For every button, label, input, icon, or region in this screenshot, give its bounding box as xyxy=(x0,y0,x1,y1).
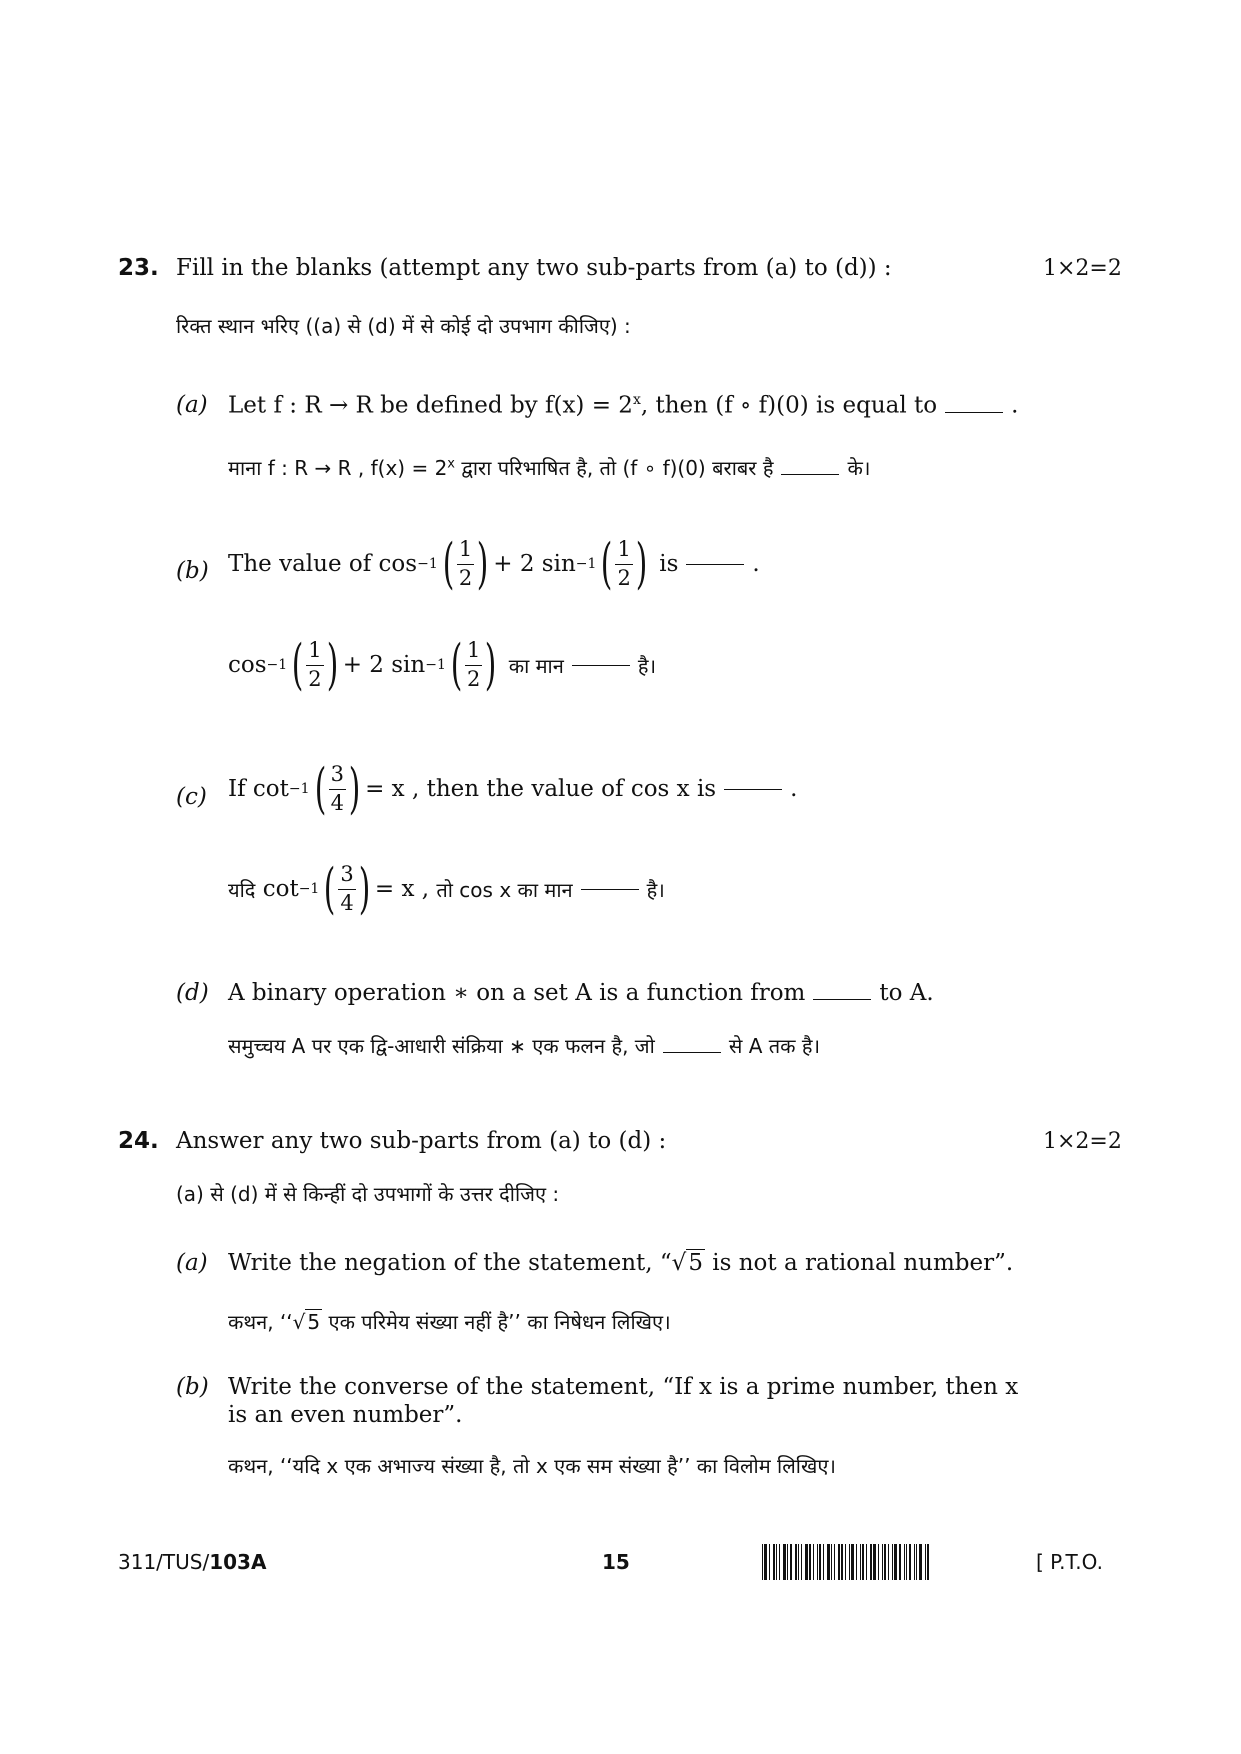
paper-code-suffix: 103A xyxy=(209,1550,267,1574)
page-number: 15 xyxy=(602,1550,630,1574)
text-segment: is xyxy=(659,551,679,577)
answer-blank xyxy=(724,788,782,790)
barcode-bar xyxy=(878,1544,879,1580)
answer-blank xyxy=(781,473,839,475)
subpart-label: (d) xyxy=(176,980,209,1006)
text-segment: A binary operation ∗ on a set A is a function from xyxy=(228,980,806,1006)
barcode-bar xyxy=(892,1544,893,1580)
text-segment: Let f : R → R be defined by f(x) = 2 xyxy=(228,392,633,419)
text-segment: समुच्चय A पर एक द्वि-आधारी संक्रिया ∗ एक फलन है, जो xyxy=(228,1034,655,1058)
exponent: x xyxy=(447,456,455,472)
subpart-text-hindi: यदि cot −1 ( $\frac{3}{4}$ ) = x , तो cos x का मान है। xyxy=(228,857,665,920)
text-segment: तो cos x का मान xyxy=(436,877,573,902)
barcode-bar xyxy=(873,1544,876,1580)
paper-code-prefix: 311/TUS/ xyxy=(118,1550,210,1574)
text-segment: माना f : R → R , f(x) = 2 xyxy=(228,456,448,480)
barcode-bar xyxy=(817,1544,818,1580)
text-segment: से A तक है। xyxy=(728,1034,821,1058)
question-marks: 1×2=2 xyxy=(1043,1129,1122,1154)
barcode-bar xyxy=(882,1544,883,1580)
barcode-bar xyxy=(795,1544,797,1580)
question-instruction-hindi: (a) से (d) में से किन्हीं दो उपभागों के उत्तर दीजिए : xyxy=(176,1182,560,1206)
barcode-bar xyxy=(925,1544,926,1580)
barcode-bar xyxy=(906,1544,907,1580)
barcode-bar xyxy=(801,1544,802,1580)
barcode-bar xyxy=(899,1544,901,1580)
subpart-text xyxy=(228,1250,1013,1276)
subpart-text: If cot −1 ( $\frac{3}{4}$ ) = x , then the value of cos x is . xyxy=(228,757,798,820)
barcode-bar xyxy=(909,1544,911,1580)
barcode-bar xyxy=(776,1544,777,1580)
text-segment: है। xyxy=(646,877,665,902)
exponent: −1 xyxy=(266,657,288,673)
exponent: −1 xyxy=(575,556,597,572)
fraction: $\frac{3}{4}$ xyxy=(340,862,354,915)
subpart-text-hindi xyxy=(228,454,870,481)
barcode-bar xyxy=(773,1544,775,1580)
subpart-text-hindi: कथन, ‘‘यदि x एक अभाज्य संख्या है, तो x एक सम संख्या है’’ का विलोम लिखिए। xyxy=(228,1454,836,1478)
barcode-bar xyxy=(851,1544,854,1580)
subpart-label: (a) xyxy=(176,392,208,418)
text-segment: कथन, ‘‘ xyxy=(228,1310,293,1334)
barcode-bar xyxy=(834,1544,835,1580)
question-instruction: Answer any two sub-parts from (a) to (d) : xyxy=(176,1128,667,1154)
text-segment: का मान xyxy=(508,653,564,678)
answer-blank xyxy=(945,411,1003,413)
barcode-bar xyxy=(894,1544,897,1580)
barcode-bar xyxy=(783,1544,786,1580)
subpart-text: Let f : R → R be defined by $f(x) = 2^x$, then (f ∘ f)(0) is equal to . xyxy=(228,392,1019,419)
barcode-bar xyxy=(762,1544,763,1580)
square-root: √ 5 xyxy=(292,1310,321,1334)
fraction: $\frac{3}{4}$ xyxy=(330,762,344,815)
text-segment: If xyxy=(228,776,246,802)
text-segment: then the value of cos x is xyxy=(426,776,717,802)
subpart-text-hindi xyxy=(228,1032,820,1059)
barcode-bar xyxy=(927,1544,929,1580)
text-segment: है। xyxy=(637,653,657,678)
barcode-bar xyxy=(831,1544,832,1580)
barcode-bar xyxy=(798,1544,799,1580)
barcode-bar xyxy=(764,1544,767,1580)
barcode-bar xyxy=(884,1544,886,1580)
answer-blank xyxy=(686,563,744,565)
text-segment: एक परिमेय संख्या नहीं है’’ का निषेधन लिखिए। xyxy=(322,1310,671,1334)
subpart-label: (b) xyxy=(176,558,209,584)
barcode-bar xyxy=(914,1544,915,1580)
text-segment: यदि xyxy=(228,877,256,902)
subpart-text: The value of cos −1 ( $\frac{1}{2}$ ) + 2 sin −1 ( $\frac{1}{2}$ ) is . xyxy=(228,532,760,595)
text-segment: The value of xyxy=(228,551,372,577)
barcode-bar xyxy=(845,1544,846,1580)
subpart-label: (c) xyxy=(176,784,207,810)
text-segment: + 2 sin xyxy=(342,652,426,678)
fraction: $\frac{1}{2}$ xyxy=(466,638,481,691)
text-segment: is not a rational number”. xyxy=(704,1250,1014,1276)
answer-blank xyxy=(813,998,871,1000)
barcode-bar xyxy=(862,1544,864,1580)
barcode-bar xyxy=(769,1544,770,1580)
function-name: cot xyxy=(252,776,289,802)
subpart-text: Write the converse of the statement, “If x is a prime number, then x xyxy=(228,1374,1019,1400)
subpart-text-hindi: cos −1 ( $\frac{1}{2}$ ) + 2 sin −1 ( $\frac{1}{2}$ ) का मान है। xyxy=(228,633,657,696)
barcode-bar xyxy=(827,1544,830,1580)
barcode-bar xyxy=(838,1544,840,1580)
function-name: cos xyxy=(378,551,418,577)
barcode-bar xyxy=(779,1544,780,1580)
text-segment: के। xyxy=(847,456,871,480)
answer-blank xyxy=(663,1051,721,1053)
barcode-bar xyxy=(916,1544,917,1580)
fraction: $\frac{1}{2}$ xyxy=(308,638,322,691)
barcode-bar xyxy=(904,1544,905,1580)
fraction: $\frac{1}{2}$ xyxy=(458,537,473,590)
question-number: 24. xyxy=(118,1128,159,1154)
text-segment: = x , xyxy=(365,776,420,802)
barcode-bar xyxy=(866,1544,867,1580)
square-root: √5 xyxy=(671,1250,703,1276)
question-instruction: Fill in the blanks (attempt any two sub-parts from (a) to (d)) : xyxy=(176,255,892,281)
text-segment: , then (f ∘ f)(0) is equal to xyxy=(640,392,938,419)
barcode-bar xyxy=(790,1544,792,1580)
subpart-label: (b) xyxy=(176,1374,209,1400)
barcode-bar xyxy=(919,1544,922,1580)
subpart-text-continued: is an even number”. xyxy=(228,1402,463,1428)
barcode-bar xyxy=(888,1544,889,1580)
question-instruction-hindi: रिक्त स्थान भरिए ((a) से (d) में से कोई दो उपभाग कीजिए) : xyxy=(176,314,631,338)
barcode-bar xyxy=(809,1544,811,1580)
text-segment: = x , xyxy=(374,876,430,902)
text-segment: Write the negation of the statement, “ xyxy=(228,1250,672,1276)
exponent: −1 xyxy=(288,781,310,797)
barcode xyxy=(762,1544,931,1580)
barcode-bar xyxy=(849,1544,850,1580)
barcode-bar xyxy=(813,1544,814,1580)
question-marks: 1×2=2 xyxy=(1043,256,1122,281)
exponent: −1 xyxy=(298,881,320,897)
barcode-bar xyxy=(787,1544,788,1580)
text-segment: + 2 sin xyxy=(493,551,576,577)
subpart-text xyxy=(228,980,934,1006)
question-number: 23. xyxy=(118,255,159,281)
barcode-bar xyxy=(819,1544,821,1580)
exponent: −1 xyxy=(425,657,446,673)
barcode-bar xyxy=(870,1544,872,1580)
exponent: −1 xyxy=(417,556,438,572)
answer-blank xyxy=(581,888,639,890)
barcode-bar xyxy=(860,1544,861,1580)
paper-code xyxy=(118,1550,266,1574)
barcode-bar xyxy=(841,1544,843,1580)
answer-blank xyxy=(572,664,630,666)
function-name: cot xyxy=(262,876,299,902)
barcode-bar xyxy=(823,1544,824,1580)
text-segment: द्वारा परिभाषित है, तो (f ∘ f)(0) बराबर है xyxy=(461,456,774,480)
function-name: cos xyxy=(228,652,267,678)
barcode-bar xyxy=(805,1544,808,1580)
exponent: x xyxy=(632,392,641,408)
barcode-bar xyxy=(856,1544,857,1580)
subpart-text-hindi xyxy=(228,1308,671,1335)
pto-label: [ P.T.O. xyxy=(1036,1550,1103,1574)
subpart-label: (a) xyxy=(176,1250,208,1276)
fraction: $\frac{1}{2}$ xyxy=(617,537,631,590)
text-segment: to A. xyxy=(879,980,934,1006)
